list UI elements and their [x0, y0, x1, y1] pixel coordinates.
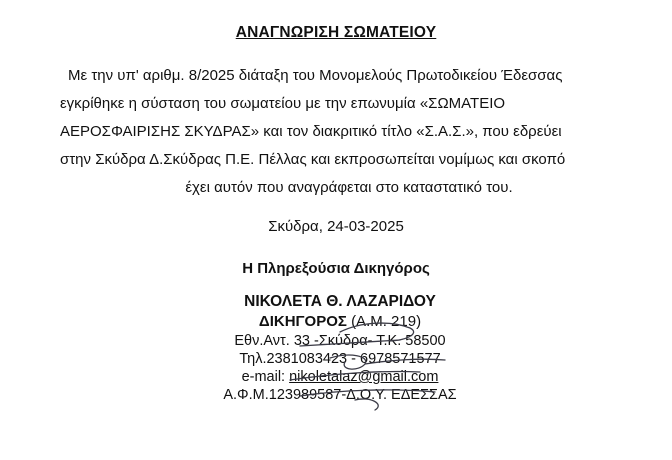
paragraph-line-5: έχει αυτόν που αναγράφεται στο καταστατικό του. [185, 179, 513, 196]
lawyer-address: Εθν.Αντ. 33 -Σκύδρα- Τ.Κ. 58500 [234, 333, 446, 349]
paragraph-line-2: εγκρίθηκε η σύσταση του σωματείου με την επωνυμία «ΣΩΜΑΤΕΙΟ [60, 95, 506, 112]
lawyer-email-line [160, 368, 520, 386]
lawyer-tax-id: Α.Φ.Μ.123989587-Δ.Ο.Υ. ΕΔΕΣΣΑΣ [223, 387, 457, 403]
paragraph-line-3: ΑΕΡΟΣΦΑΙΡΙΣΗΣ ΣΚΥΔΡΑΣ» και τον διακριτικό τίτλο «Σ.Α.Σ.», που εδρεύει [60, 123, 562, 140]
date-line: Σκύδρα, 24-03-2025 [268, 218, 404, 235]
notice-paragraph [60, 62, 638, 202]
lawyer-name: ΝΙΚΟΛΕΤΑ Θ. ΛΑΖΑΡΙΔΟΥ [244, 293, 436, 310]
paragraph-line-4: στην Σκύδρα Δ.Σκύδρας Π.Ε. Πέλλας και εκπροσωπείται νομίμως και σκοπό [60, 151, 566, 168]
signature-stamp-block [160, 292, 520, 404]
lawyer-role-line [160, 312, 520, 332]
email-label: e-mail: [241, 369, 286, 385]
lawyer-email[interactable]: nikoletalaz@gmail.com [289, 369, 439, 385]
lawyer-role: ΔΙΚΗΓΟΡΟΣ [258, 313, 347, 330]
document-title: ΑΝΑΓΝΩΡΙΣΗ ΣΩΜΑΤΕΙΟΥ [235, 24, 437, 41]
attorney-label: Η Πληρεξούσια Δικηγόρος [242, 260, 430, 277]
lawyer-phone: Τηλ.2381083423 - 6978571577 [239, 351, 441, 367]
lawyer-registry: (Α.Μ. 219) [351, 313, 422, 330]
paragraph-line-1: Με την υπ' αριθμ. 8/2025 διάταξη του Μονομελούς Πρωτοδικείου Έδεσσας [68, 67, 563, 84]
